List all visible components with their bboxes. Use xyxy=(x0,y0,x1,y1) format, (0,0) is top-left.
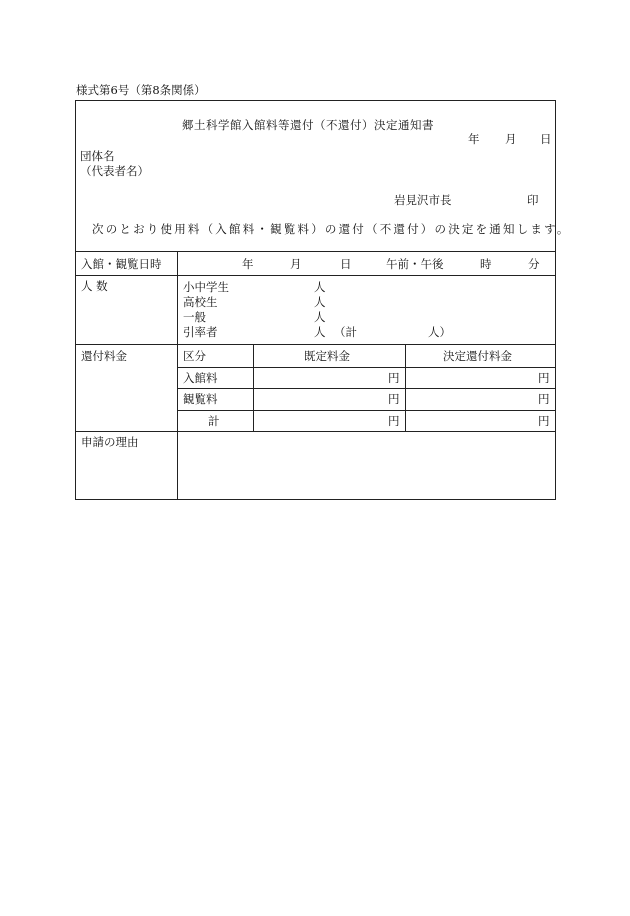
date-month: 月 xyxy=(505,132,517,146)
person-category: 一般 xyxy=(183,310,206,324)
divider xyxy=(177,388,556,389)
divider xyxy=(75,251,556,252)
visit-date-label: 入館・観覧日時 xyxy=(81,257,162,271)
refund-header-decided: 決定還付料金 xyxy=(443,349,512,363)
visit-year: 年 xyxy=(242,257,254,271)
person-category: 小中学生 xyxy=(183,280,229,294)
visit-day: 日 xyxy=(340,257,352,271)
issuer-name: 岩見沢市長 xyxy=(394,193,452,207)
visit-minute: 分 xyxy=(528,257,540,271)
currency-unit: 円 xyxy=(388,414,400,428)
currency-unit: 円 xyxy=(388,392,400,406)
visit-month: 月 xyxy=(290,257,302,271)
refund-row-label: 入館料 xyxy=(183,371,218,385)
person-unit: 人 xyxy=(314,325,326,339)
column-divider xyxy=(177,251,178,500)
persons-total-label: （計 xyxy=(334,325,357,339)
persons-total-unit: 人） xyxy=(428,325,451,339)
divider xyxy=(75,275,556,276)
currency-unit: 円 xyxy=(538,414,550,428)
seal-mark: 印 xyxy=(527,193,539,207)
divider xyxy=(177,367,556,368)
person-category: 引率者 xyxy=(183,325,218,339)
reason-label: 申請の理由 xyxy=(81,435,139,449)
currency-unit: 円 xyxy=(538,371,550,385)
notice-text: 次のとおり使用料（入館料・観覧料）の還付（不還付）の決定を通知します。 xyxy=(92,222,571,236)
form-title: 郷土科学館入館料等還付（不還付）決定通知書 xyxy=(182,118,434,132)
refund-header-category: 区分 xyxy=(183,349,206,363)
column-divider xyxy=(253,344,254,431)
refund-header-standard: 既定料金 xyxy=(304,349,350,363)
refund-row-label: 観覧料 xyxy=(183,392,218,406)
visit-hour: 時 xyxy=(480,257,492,271)
divider xyxy=(177,410,556,411)
refund-label: 還付料金 xyxy=(81,349,127,363)
divider xyxy=(75,344,556,345)
persons-label: 人 数 xyxy=(81,279,108,293)
refund-row-label: 計 xyxy=(208,414,220,428)
divider xyxy=(75,431,556,432)
currency-unit: 円 xyxy=(538,392,550,406)
person-unit: 人 xyxy=(314,310,326,324)
column-divider xyxy=(405,344,406,431)
form-number: 様式第6号（第8条関係） xyxy=(76,83,206,97)
visit-ampm: 午前・午後 xyxy=(386,257,444,271)
date-day: 日 xyxy=(540,132,552,146)
group-name-label: 団体名 xyxy=(80,149,115,163)
person-category: 高校生 xyxy=(183,295,218,309)
person-unit: 人 xyxy=(314,295,326,309)
date-year: 年 xyxy=(468,132,480,146)
person-unit: 人 xyxy=(314,280,326,294)
currency-unit: 円 xyxy=(388,371,400,385)
representative-label: （代表者名） xyxy=(80,164,149,178)
